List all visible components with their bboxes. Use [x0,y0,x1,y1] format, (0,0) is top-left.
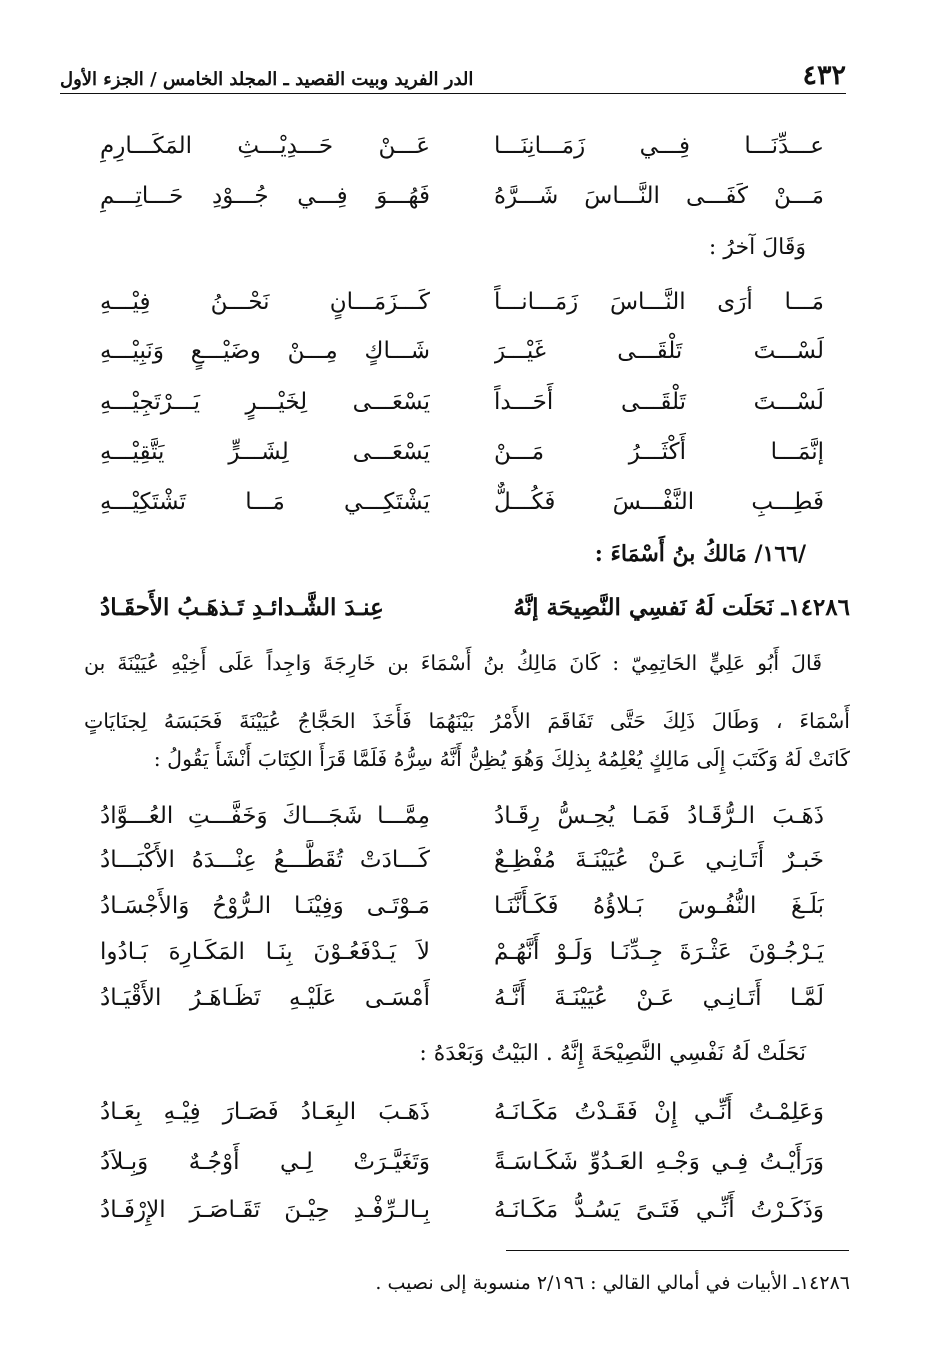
verse-first-hemistich: لَسْـــتَ تَلْقَـــى غَيْـــرَ [494,338,824,364]
verse-line [100,432,824,472]
verse-second-hemistich: ذَهَـبَ البِعَـادُ فَصَـارَ فِيْـهِ بِعَـادُ [100,1099,430,1125]
section-heading: /١٦٦/ مَالكُ بنُ أَسْمَاءَ : [594,541,806,567]
verse-first-hemistich: بَلَـغَ النُّفُـوسَ بَـلاؤُهُ فَكَـأَنَّنَـا [494,893,824,919]
verse-second-hemistich: أَمْسَـى عَلَيْـهِ تَظَـاهَـرُ الأَقْيَـادُ [100,985,430,1011]
verse-second-hemistich: كَـــزَمَـــانٍ نَحْـــنُ فِيْـــهِ [100,289,430,315]
verse-line [100,1142,824,1182]
verse-second-hemistich: مَـوْتَـى وَفِيْنَـا الـرُّوْحُ وَالأَجْسَـادُ [100,893,430,919]
verse-second-hemistich: بِـالـرِّفْـدِ حِيْـنَ تَقَـاصَـرَ الإِرْفَـادُ [100,1197,430,1223]
verse-second-hemistich: كَـــادَتْ تُقَطَّـــعُ عِنْـــدَهُ الأَكْبَـــادُ [100,847,430,873]
page-header [60,52,846,94]
prose-line: أَسْمَاءَ ، وَطَالَ ذَلِكَ حَتَّى تَفَاقَمَ الأَمْرُ بَيْنَهُمَا فَأَخَذَ الحَجَّاجُ عُيَيْنَةَ فَحَبَسَهُ لِجنَايَاتٍ [84,709,850,733]
verse-line [100,932,824,972]
verse-first-hemistich: وَرَأَيْـتُ فِـي وَجْـهِ العَـدُوِّ شَكَـاسَـةً [494,1149,824,1175]
verse-line [100,840,824,880]
verse-first-hemistich: وَذَكَـرْتُ أَنِّـي فَتَـىً يَسُـدُّ مَكَـانَـهُ [494,1197,824,1223]
verse-introduction: وَقَالَ آخرُ : [708,235,806,260]
verse-line [100,282,824,322]
verse-second-hemistich: شَـــاكٍ مِـــنْ وضَيْـــعٍ وَنَبِيْـــهِ [100,338,430,364]
verse-first-hemistich: مَـــا أرَى النَّـــاسَ زَمَـــانـــاً [494,289,824,315]
verse-line [100,126,824,166]
verse-line [100,382,824,422]
verse-first-hemistich: خَبـرٌ أَتَـانِـي عَـنْ عُيَيْنَـةَ مُفْظِـعٌ [494,847,824,873]
verse-first-hemistich: فَطِـــبِ النَّفْـــسَ فَكُـــلٌّ [494,489,824,515]
verse-first-hemistich: عـــدِّنَـــا فِـــي زَمَـــانِنَـــا [494,133,824,159]
verse-first-hemistich: لَسْـــتَ تَلْقَـــى أَحَـــداً [494,389,824,415]
prose-line: كَانَتْ لَهُ وَكَتَبَ إِلَى مَالِكٍ يُعْلِمُهُ بِذلِكَ وَهُوَ يُظِنُّ أَنَّهُ سِرُّهُ فَلَمَّا قَرَأَ الكِتَابَ أَنْشَأَ يَقُولُ : [153,747,850,771]
verse-first-hemistich: ١٤٢٨٦ـ نَحَلَت لَهُ نَفسِي النَّصِيحَة إنَّهُ [513,594,850,621]
running-title: الدر الفريد وبيت القصيد ـ المجلد الخامس / الجزء الأول [60,69,474,90]
verse-line [100,482,824,522]
verse-first-hemistich: مَـــنْ كَفَـــى النَّـــاسَ شَـــرَّهُ [494,183,824,209]
verse-second-hemistich: لاَ يَـدْفَعُـوْنَ بِنَـا المَكَـارِهَ بَـادُوا [100,939,430,965]
verse-line [100,886,824,926]
verse-line [100,331,824,371]
verse-second-hemistich: عَـــنْ حَـــدِيْـــثِ المَكَـــارِمِ [100,133,430,159]
verse-line [100,1092,824,1132]
verse-line [100,796,824,836]
verse-first-hemistich: وَعَلِمْـتُ أَنِّـي إِنْ فَقَـدْتُ مَكَـانَـهُ [494,1099,824,1125]
page-number: ٤٣٢ [802,60,846,91]
verse-first-hemistich: يَـرْجُـوْنَ عَثْـرَةَ جِـدِّنَـا وَلَـوْ أَنَّهُـمْ [494,939,824,965]
numbered-verse [100,588,850,628]
verse-second-hemistich: مِمَّـــا شَجَـــاكَ وَخَفَّـــتِ العُـــوَّادُ [100,803,430,829]
footnote: ١٤٢٨٦ـ الأبيات في أمالي القالي : ٢/١٩٦ منسوبة إلى نصيب . [375,1272,850,1294]
verse-second-hemistich: يَشْتَكِـــي مَـــا تَشْتَكِيْـــهِ [100,489,430,515]
verse-second-hemistich: فَهُـــوَ فِـــي جُـــوْدِ حَـــاتِـــمِ [100,183,430,209]
verse-line [100,978,824,1018]
verse-first-hemistich: ذَهَـبَ الـرُّقَـادُ فَمَـا يُحِـسُّ رِقَـادُ [494,803,824,829]
verse-second-hemistich: يَسْعَـــى لِشَـــرٍّ يَتَّقِيْـــهِ [100,439,430,465]
verse-line [100,176,824,216]
verse-first-hemistich: إنَّمَـــا أَكْثَـــرُ مَـــنْ [494,439,824,465]
verse-second-hemistich: عِنـدَ الشَّـدائـدِ تَـذهَـبُ الأَحقَـادُ [100,594,384,621]
footnote-divider [506,1250,849,1251]
verse-second-hemistich: وَتَغَيَّـرَتْ لِـي أَوْجُـهٌ وَبِـلاَدُ [100,1149,430,1175]
verse-introduction: نَحَلَتْ لَهُ نَفْسِي النَّصِيْحَةَ إِنَّهُ . البَيْتُ وَبَعْدَهُ : [419,1041,806,1066]
prose-line: قَالَ أَبُو عَلِيٍّ الحَاتِمِيّ : كَانَ مَالِكُ بنُ أَسْمَاءَ بن خَارِجَةَ وَاجِداً عَلَى أَخِيْهِ عُيَيْنَةَ بن [84,651,822,675]
verse-first-hemistich: لَمَّـا أَتَـانِـي عَـنْ عُيَيْنَـةَ أَنَّـهُ [494,985,824,1011]
verse-line [100,1190,824,1230]
verse-second-hemistich: يَسْعَـــى لِخَيْـــرٍ يَـــرْتَجِيْـــهِ [100,389,430,415]
